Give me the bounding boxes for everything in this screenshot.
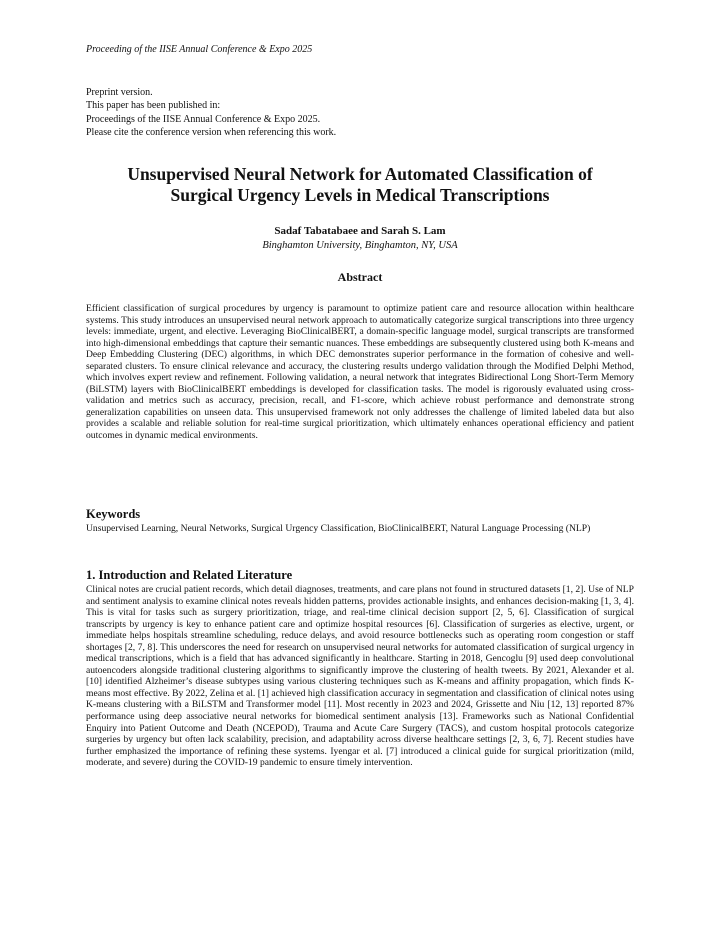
author-list: Sadaf Tabatabaee and Sarah S. Lam — [274, 225, 446, 237]
title-line: Unsupervised Neural Network for Automated Classification of — [127, 164, 593, 184]
running-header: Proceeding of the IISE Annual Conference & Expo 2025 — [86, 44, 313, 55]
preprint-line: Proceedings of the IISE Annual Conference & Expo 2025. — [86, 113, 321, 125]
preprint-note — [86, 86, 336, 140]
section-heading-introduction: 1. Introduction and Related Literature — [86, 568, 293, 582]
preprint-line: Please cite the conference version when referencing this work. — [86, 127, 337, 139]
keywords-heading: Keywords — [86, 507, 141, 521]
affiliation: Binghamton University, Binghamton, NY, USA — [262, 240, 458, 251]
title-line: Surgical Urgency Levels in Medical Transcriptions — [170, 185, 550, 205]
abstract-heading: Abstract — [337, 270, 383, 284]
paper-title — [86, 164, 634, 206]
keywords-body: Unsupervised Learning, Neural Networks, Surgical Urgency Classification, BioClinicalBERT, Natural Language Processing (NLP) — [86, 523, 591, 534]
preprint-line: Preprint version. — [86, 87, 153, 98]
abstract-body: Efficient classification of surgical procedures by urgency is paramount to optimize patient care and resource allocation within healthcare systems. This study introduces an unsupervised neural network approach to automatically categorize surgical transcriptions into three urgency levels: immediate, urgent, and elective. Leveraging BioClinicalBERT, a domain-specific language model, surgical transcripts are transformed into high-dimensional embeddings that capture their semantic nuances. These embeddings are subsequently clustered using both K-means and Deep Embedding Clustering (DEC) algorithms, in which DEC demonstrates superior performance in the formation of cohesive and well-separated clusters. To ensure clinical relevance and accuracy, the clustering results undergo validation through the Modified Delphi Method, which involves expert review and refinement. Following validation, a neural network that integrates Bidirectional Long Short-Term Memory (BiLSTM) layers with BioClinicalBERT embeddings is developed for classification tasks. The model is rigorously evaluated using cross-validation and metrics such as accuracy, precision, recall, and F1-score, which achieve robust performance and demonstrate strong generalization capabilities on unseen data. This unsupervised framework not only addresses the challenge of limited labeled data but also provides a scalable and reliable solution for real-time surgical prioritization, which ultimately enhances operational efficiency and patient outcomes in dynamic medical environments. — [86, 303, 634, 442]
preprint-line: This paper has been published in: — [86, 100, 221, 112]
introduction-body: Clinical notes are crucial patient records, which detail diagnoses, treatments, and care plans not found in structured datasets [1, 2]. Use of NLP and sentiment analysis to examine clinical notes reveals hidden patterns, provides actionable insights, and enhances decision-making [1, 3, 4]. This is vital for tasks such as surgery prioritization, triage, and real-time clinical decision support [2, 5, 6]. Classification of surgical transcripts by urgency is key to enhance patient care and optimize hospital resources [6]. Classification of surgeries as elective, urgent, or immediate helps hospitals streamline scheduling, reduce delays, and avoid resource bottlenecks such as operating room congestion or staff shortages [2, 7, 8]. This underscores the need for research on unsupervised neural networks for automated classification of surgical urgency in medical transcriptions, which is a field that has advanced significantly in healthcare. Starting in 2018, Gencoglu [9] used deep convolutional autoencoders alongside traditional clustering algorithms to significantly improve the clustering of health tweets. By 2021, Alexander et al. [10] identified Alzheimer’s disease subtypes using various clustering techniques such as K-means and affinity propagation, which finds K-means most effective. By 2022, Zelina et al. [1] achieved high classification accuracy in segmentation and classification of clinical notes using K-means clustering with a BiLSTM and Transformer model [11]. Most recently in 2023 and 2024, Grissette and Niu [12, 13] reported 87% performance using deep associative neural networks for biomedical sentiment analysis [13]. Frameworks such as National Confidential Enquiry into Patient Outcome and Death (NCEPOD), Trauma and Acute Care Surgery (TACS), and custom hospital protocols categorize surgeries by urgency but often lack scalability, precision, and adaptability across diverse healthcare settings [2, 3, 6, 7]. Recent studies have further emphasized the importance of refining these systems. Iyengar et al. [7] introduced a clinical guide for surgical prioritization (mild, moderate, and severe) during the COVID-19 pandemic to ensure timely intervention. — [86, 584, 635, 769]
